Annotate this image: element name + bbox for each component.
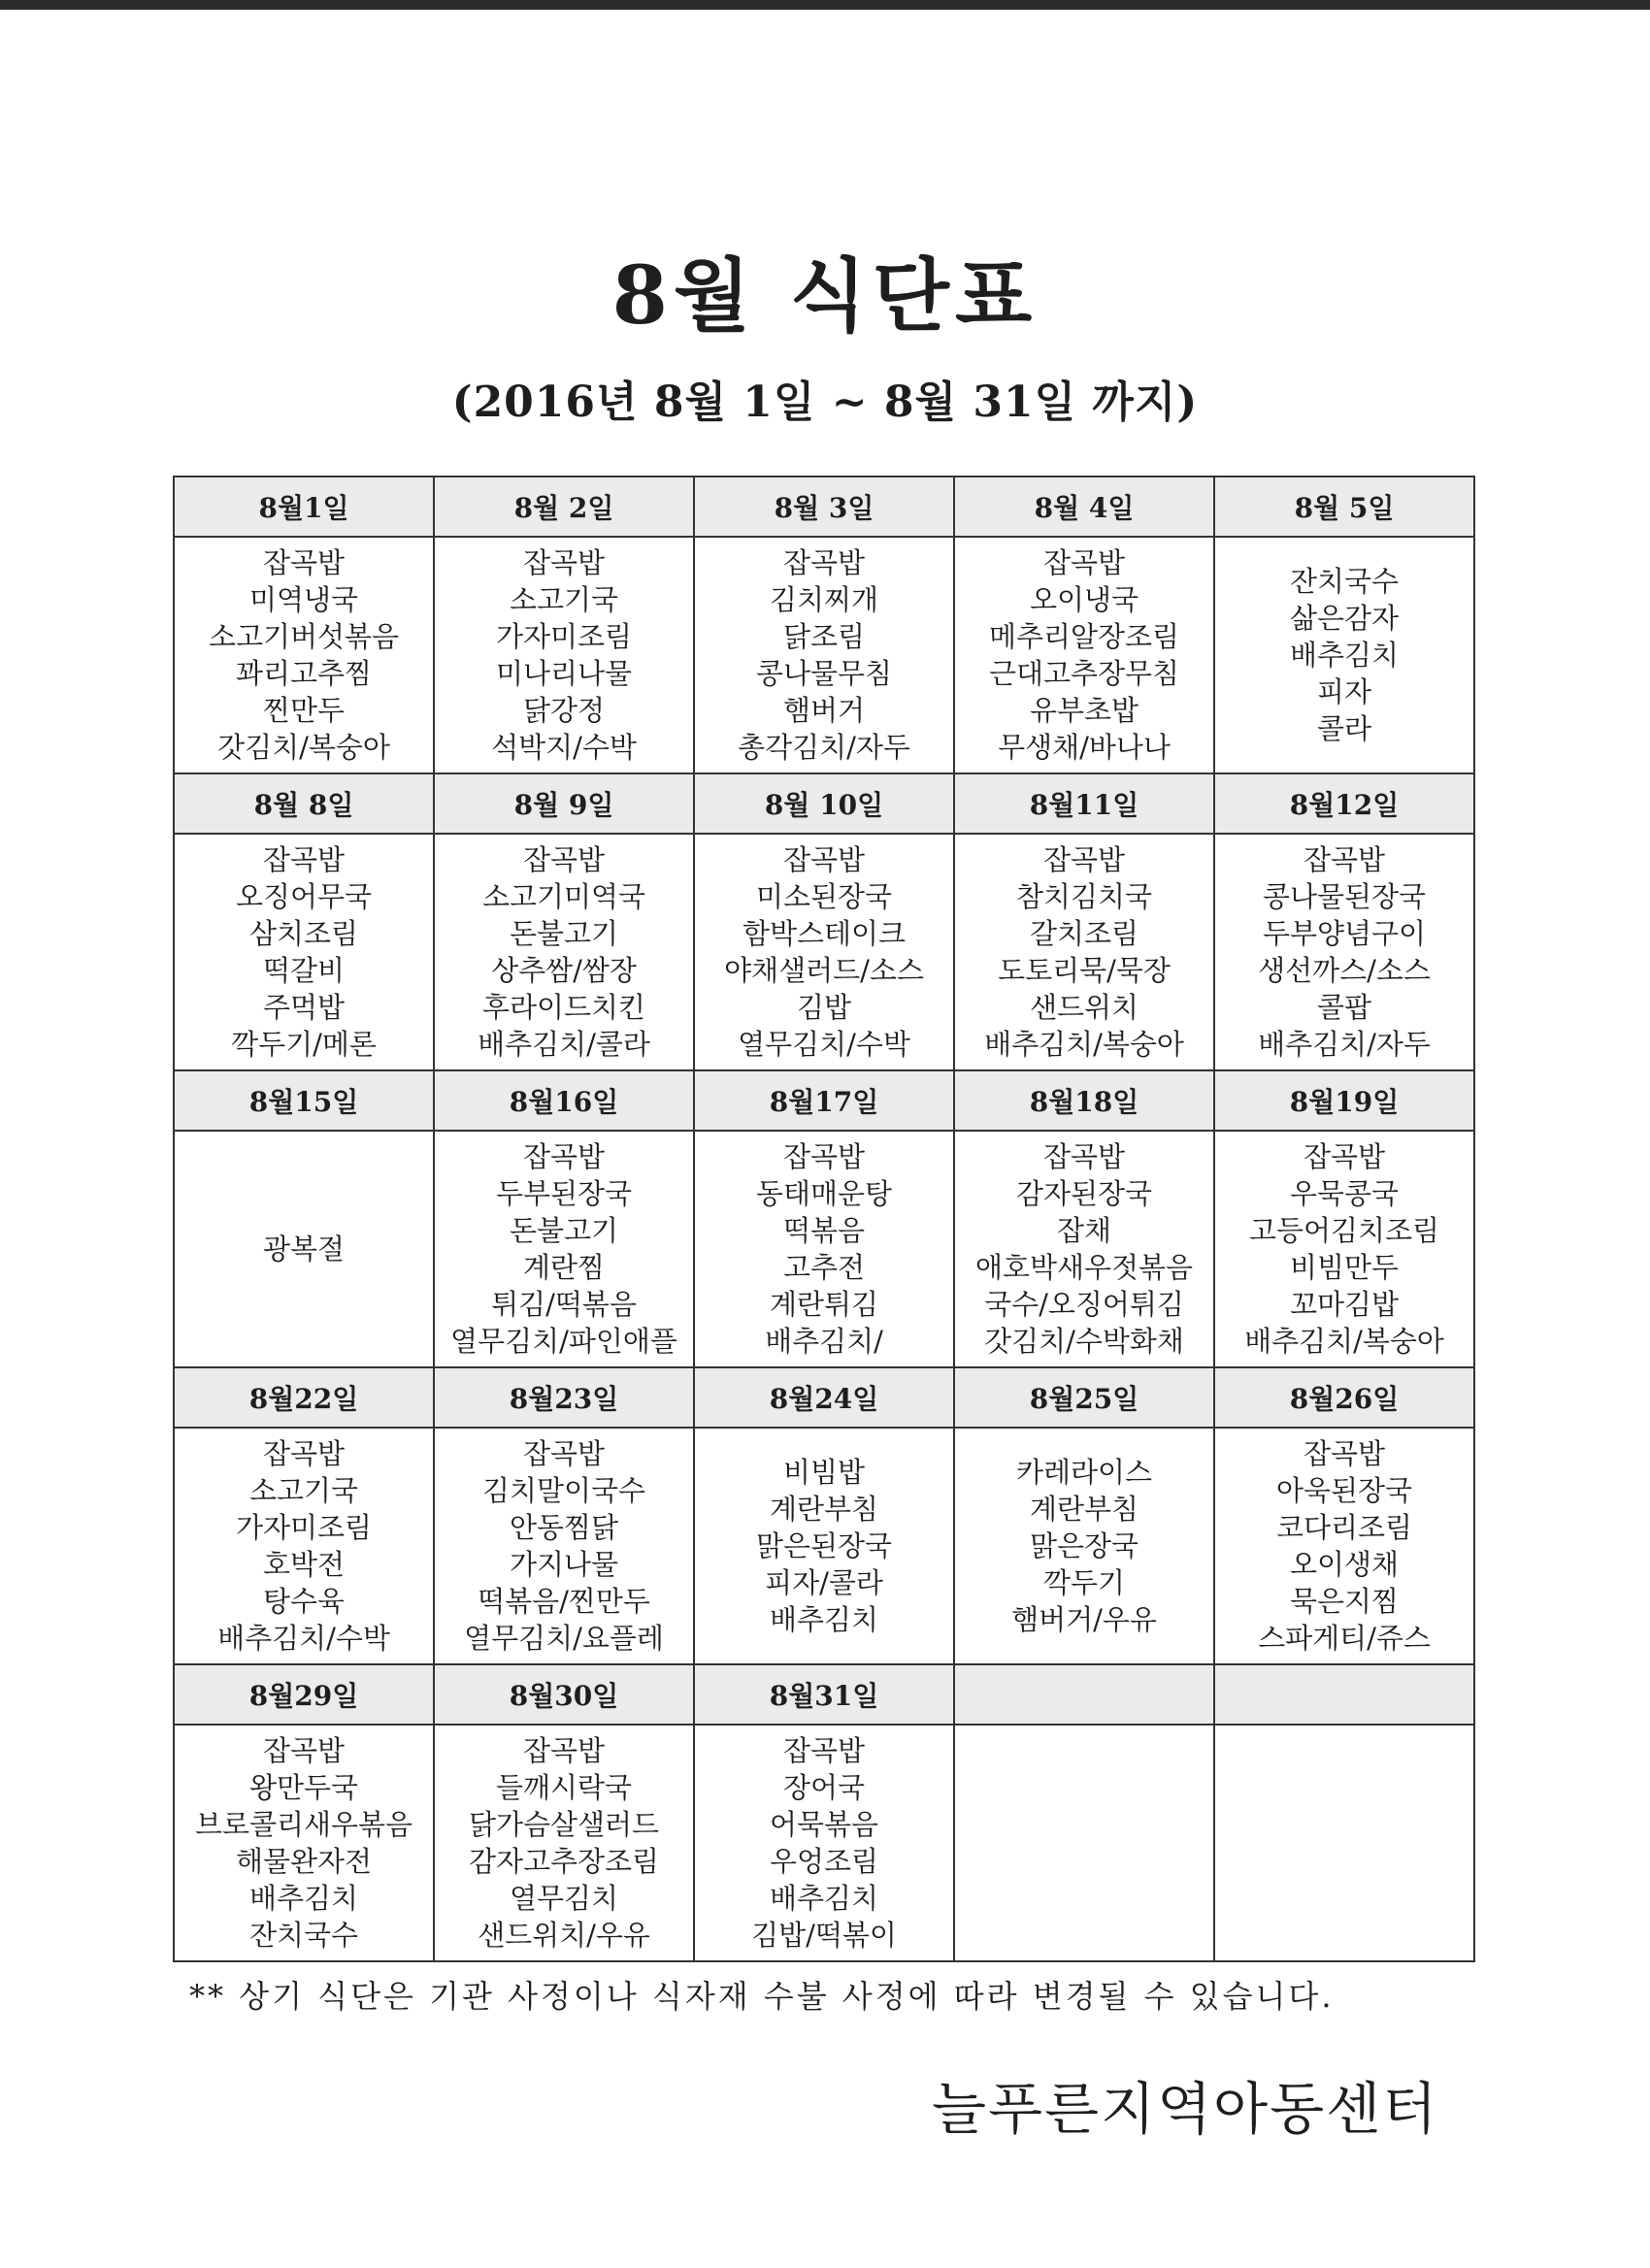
date-cell: 8월24일 — [694, 1367, 954, 1428]
week-5-menu-row — [174, 1725, 1474, 1961]
week-1-date-row — [174, 477, 1474, 537]
menu-cell: 잡곡밥 오징어무국 삼치조림 떡갈비 주먹밥 깍두기/메론 — [174, 834, 434, 1070]
week-3-menu-row — [174, 1131, 1474, 1367]
menu-cell: 잡곡밥 미역냉국 소고기버섯볶음 꽈리고추찜 찐만두 갓김치/복숭아 — [174, 537, 434, 773]
date-cell: 8월 2일 — [434, 477, 694, 537]
menu-cell-holiday: 광복절 — [174, 1131, 434, 1367]
menu-table — [173, 476, 1475, 1962]
menu-cell: 잡곡밥 아욱된장국 코다리조림 오이생채 묵은지찜 스파게티/쥬스 — [1214, 1428, 1474, 1664]
menu-cell: 잡곡밥 소고기미역국 돈불고기 상추쌈/쌈장 후라이드치킨 배추김치/콜라 — [434, 834, 694, 1070]
date-cell: 8월 3일 — [694, 477, 954, 537]
date-cell: 8월 10일 — [694, 773, 954, 834]
date-cell: 8월15일 — [174, 1070, 434, 1131]
date-cell: 8월26일 — [1214, 1367, 1474, 1428]
date-cell: 8월25일 — [954, 1367, 1214, 1428]
scan-top-edge — [0, 0, 1650, 10]
menu-cell: 잔치국수 삶은감자 배추김치 피자 콜라 — [1214, 537, 1474, 773]
menu-change-note: ** 상기 식단은 기관 사정이나 식자재 수불 사정에 따라 변경될 수 있습니다. — [189, 1978, 1335, 2015]
menu-cell-empty — [954, 1725, 1214, 1961]
date-cell: 8월19일 — [1214, 1070, 1474, 1131]
date-cell-empty — [954, 1664, 1214, 1725]
date-cell: 8월 5일 — [1214, 477, 1474, 537]
menu-cell: 잡곡밥 동태매운탕 떡볶음 고추전 계란튀김 배추김치/ — [694, 1131, 954, 1367]
date-cell-empty — [1214, 1664, 1474, 1725]
menu-cell: 잡곡밥 콩나물된장국 두부양념구이 생선까스/소스 콜팝 배추김치/자두 — [1214, 834, 1474, 1070]
date-cell: 8월22일 — [174, 1367, 434, 1428]
week-3-date-row — [174, 1070, 1474, 1131]
page-title: 8월 식단표 — [611, 249, 1039, 343]
menu-cell-empty — [1214, 1725, 1474, 1961]
menu-cell: 잡곡밥 참치김치국 갈치조림 도토리묵/묵장 샌드위치 배추김치/복숭아 — [954, 834, 1214, 1070]
date-cell: 8월29일 — [174, 1664, 434, 1725]
week-4-date-row — [174, 1367, 1474, 1428]
menu-cell: 잡곡밥 들깨시락국 닭가슴살샐러드 감자고추장조림 열무김치 샌드위치/우유 — [434, 1725, 694, 1961]
date-cell: 8월23일 — [434, 1367, 694, 1428]
menu-cell: 잡곡밥 오이냉국 메추리알장조림 근대고추장무침 유부초밥 무생채/바나나 — [954, 537, 1214, 773]
week-4-menu-row — [174, 1428, 1474, 1664]
menu-cell: 잡곡밥 감자된장국 잡채 애호박새우젓볶음 국수/오징어튀김 갓김치/수박화채 — [954, 1131, 1214, 1367]
menu-cell: 잡곡밥 미소된장국 함박스테이크 야채샐러드/소스 김밥 열무김치/수박 — [694, 834, 954, 1070]
menu-cell: 잡곡밥 두부된장국 돈불고기 계란찜 튀김/떡볶음 열무김치/파인애플 — [434, 1131, 694, 1367]
week-1-menu-row — [174, 537, 1474, 773]
menu-cell: 잡곡밥 소고기국 가자미조림 미나리나물 닭강정 석박지/수박 — [434, 537, 694, 773]
menu-cell: 잡곡밥 김치찌개 닭조림 콩나물무침 햄버거 총각김치/자두 — [694, 537, 954, 773]
date-cell: 8월16일 — [434, 1070, 694, 1131]
date-cell: 8월 9일 — [434, 773, 694, 834]
date-cell: 8월17일 — [694, 1070, 954, 1131]
menu-cell: 잡곡밥 김치말이국수 안동찜닭 가지나물 떡볶음/찐만두 열무김치/요플레 — [434, 1428, 694, 1664]
week-5-date-row — [174, 1664, 1474, 1725]
menu-cell: 잡곡밥 우묵콩국 고등어김치조림 비빔만두 꼬마김밥 배추김치/복숭아 — [1214, 1131, 1474, 1367]
menu-cell: 카레라이스 계란부침 맑은장국 깍두기 햄버거/우유 — [954, 1428, 1214, 1664]
menu-cell: 잡곡밥 소고기국 가자미조림 호박전 탕수육 배추김치/수박 — [174, 1428, 434, 1664]
date-cell: 8월 8일 — [174, 773, 434, 834]
date-cell: 8월30일 — [434, 1664, 694, 1725]
date-cell: 8월11일 — [954, 773, 1214, 834]
date-cell: 8월31일 — [694, 1664, 954, 1725]
date-cell: 8월1일 — [174, 477, 434, 537]
week-2-menu-row — [174, 834, 1474, 1070]
date-cell: 8월12일 — [1214, 773, 1474, 834]
date-cell: 8월18일 — [954, 1070, 1214, 1131]
center-name: 늘푸른지역아동센터 — [932, 2076, 1439, 2142]
date-range-subtitle: (2016년 8월 1일 ~ 8월 31일 까지) — [451, 378, 1199, 427]
date-cell: 8월 4일 — [954, 477, 1214, 537]
menu-cell: 잡곡밥 장어국 어묵볶음 우엉조림 배추김치 김밥/떡볶이 — [694, 1725, 954, 1961]
menu-cell: 비빔밥 계란부침 맑은된장국 피자/콜라 배추김치 — [694, 1428, 954, 1664]
menu-cell: 잡곡밥 왕만두국 브로콜리새우볶음 해물완자전 배추김치 잔치국수 — [174, 1725, 434, 1961]
week-2-date-row — [174, 773, 1474, 834]
